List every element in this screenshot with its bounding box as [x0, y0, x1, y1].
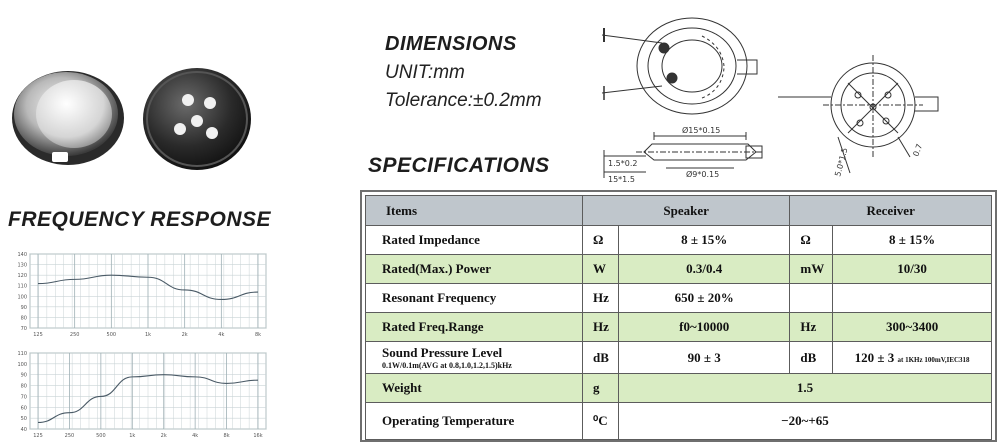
- speaker-value: 90 ± 3: [618, 342, 789, 374]
- dimension-drawing-iso: [592, 8, 770, 118]
- receiver-value: 120 ± 3: [854, 349, 895, 365]
- row-label: Operating Temperature: [366, 403, 583, 440]
- dimension-drawing-side: [596, 122, 772, 188]
- spec-row-freq-range: [366, 313, 992, 342]
- width-label: 15*1.5: [608, 175, 635, 184]
- row-label: Rated Impedance: [366, 226, 583, 255]
- y-tick-label: 130: [17, 262, 27, 269]
- x-tick-label: 16k: [253, 433, 263, 439]
- x-tick-label: 4k: [192, 433, 199, 439]
- spec-row-spl: [366, 342, 992, 374]
- y-tick-label: 100: [17, 294, 27, 301]
- side-a-label: 5.0*1.5: [833, 146, 850, 178]
- x-tick-label: 1k: [129, 433, 136, 439]
- x-tick-label: 125: [33, 433, 43, 439]
- row-label: Weight: [366, 374, 583, 403]
- header-receiver: Receiver: [790, 196, 992, 226]
- y-tick-label: 110: [17, 351, 27, 357]
- y-tick-label: 80: [20, 383, 27, 390]
- x-tick-label: 500: [106, 332, 117, 338]
- shared-value: −20~+65: [618, 403, 991, 440]
- row-label: Rated Freq.Range: [366, 313, 583, 342]
- x-tick-label: 250: [64, 433, 75, 439]
- x-tick-label: 2k: [160, 433, 167, 439]
- unit-label: UNIT:mm: [385, 62, 465, 83]
- spec-row-weight: [366, 374, 992, 403]
- header-items: Items: [366, 196, 583, 226]
- y-tick-label: 70: [20, 326, 27, 332]
- side-b-label: 0.7: [911, 142, 925, 158]
- y-tick-label: 50: [20, 416, 27, 423]
- speaker-value: 650 ± 20%: [618, 284, 789, 313]
- receiver-value: 300~3400: [833, 313, 992, 342]
- x-tick-label: 8k: [254, 332, 262, 338]
- thickness-label: 1.5*0.2: [608, 159, 638, 168]
- frequency-chart-bottom: [8, 347, 270, 441]
- receiver-value: [833, 284, 992, 313]
- speaker-unit: Hz: [583, 284, 619, 313]
- spec-row-impedance: [366, 226, 992, 255]
- spec-row-resonant: [366, 284, 992, 313]
- y-tick-label: 140: [17, 252, 27, 258]
- speaker-front-photo: [8, 68, 128, 170]
- shared-value: 1.5: [618, 374, 991, 403]
- speaker-unit: Hz: [583, 313, 619, 342]
- receiver-value: 8 ± 15%: [833, 226, 992, 255]
- spec-row-temperature: [366, 403, 992, 440]
- x-tick-label: 2k: [181, 332, 188, 338]
- x-tick-label: 1k: [144, 332, 152, 338]
- receiver-value: 10/30: [833, 255, 992, 284]
- x-tick-label: 250: [69, 332, 80, 338]
- speaker-unit: dB: [583, 342, 619, 374]
- receiver-unit: dB: [790, 342, 833, 374]
- y-tick-label: 90: [20, 372, 27, 379]
- y-tick-label: 120: [17, 273, 27, 280]
- speaker-value: 0.3/0.4: [618, 255, 789, 284]
- header-speaker: Speaker: [583, 196, 790, 226]
- y-tick-label: 90: [20, 304, 27, 311]
- row-label: Rated(Max.) Power: [366, 255, 583, 284]
- speaker-back-photo: [140, 65, 255, 173]
- y-tick-label: 80: [20, 315, 27, 322]
- x-tick-label: 8k: [223, 433, 230, 439]
- specifications-heading: SPECIFICATIONS: [368, 154, 550, 177]
- inner-diameter-label: Ø9*0.15: [686, 170, 720, 179]
- spec-row-power: [366, 255, 992, 284]
- row-label: [366, 342, 583, 374]
- shared-unit: g: [583, 374, 619, 403]
- x-tick-label: 125: [33, 332, 43, 338]
- y-tick-label: 40: [20, 427, 27, 433]
- receiver-unit: [790, 284, 833, 313]
- frequency-response-heading: FREQUENCY RESPONSE: [8, 208, 271, 231]
- spec-header-row: [366, 196, 992, 226]
- row-label-text: Sound Pressure Level: [382, 345, 503, 360]
- row-label-note: 0.1W/0.1m(AVG at 0.8,1.0,1.2,1.5)kHz: [382, 361, 512, 370]
- receiver-note: at 1KHz 100mV,IEC318: [897, 355, 970, 364]
- receiver-value-cell: [833, 342, 992, 374]
- receiver-unit: Ω: [790, 226, 833, 255]
- y-tick-label: 110: [17, 283, 27, 290]
- row-label: Resonant Frequency: [366, 284, 583, 313]
- y-tick-label: 70: [20, 394, 27, 401]
- outer-diameter-label: Ø15*0.15: [682, 126, 721, 135]
- y-tick-label: 60: [20, 405, 27, 412]
- speaker-unit: W: [583, 255, 619, 284]
- frequency-chart-top: [8, 248, 270, 340]
- speaker-value: 8 ± 15%: [618, 226, 789, 255]
- tolerance-label: Tolerance:±0.2mm: [385, 90, 542, 111]
- speaker-unit: Ω: [583, 226, 619, 255]
- dimension-drawing-back: [778, 45, 948, 185]
- x-tick-label: 4k: [218, 332, 225, 338]
- shared-unit: ⁰C: [583, 403, 619, 440]
- spec-table: [365, 195, 992, 440]
- speaker-value: f0~10000: [618, 313, 789, 342]
- receiver-unit: mW: [790, 255, 833, 284]
- dimensions-heading: DIMENSIONS: [385, 33, 517, 55]
- x-tick-label: 500: [96, 433, 106, 439]
- receiver-unit: Hz: [790, 313, 833, 342]
- y-tick-label: 100: [17, 361, 27, 368]
